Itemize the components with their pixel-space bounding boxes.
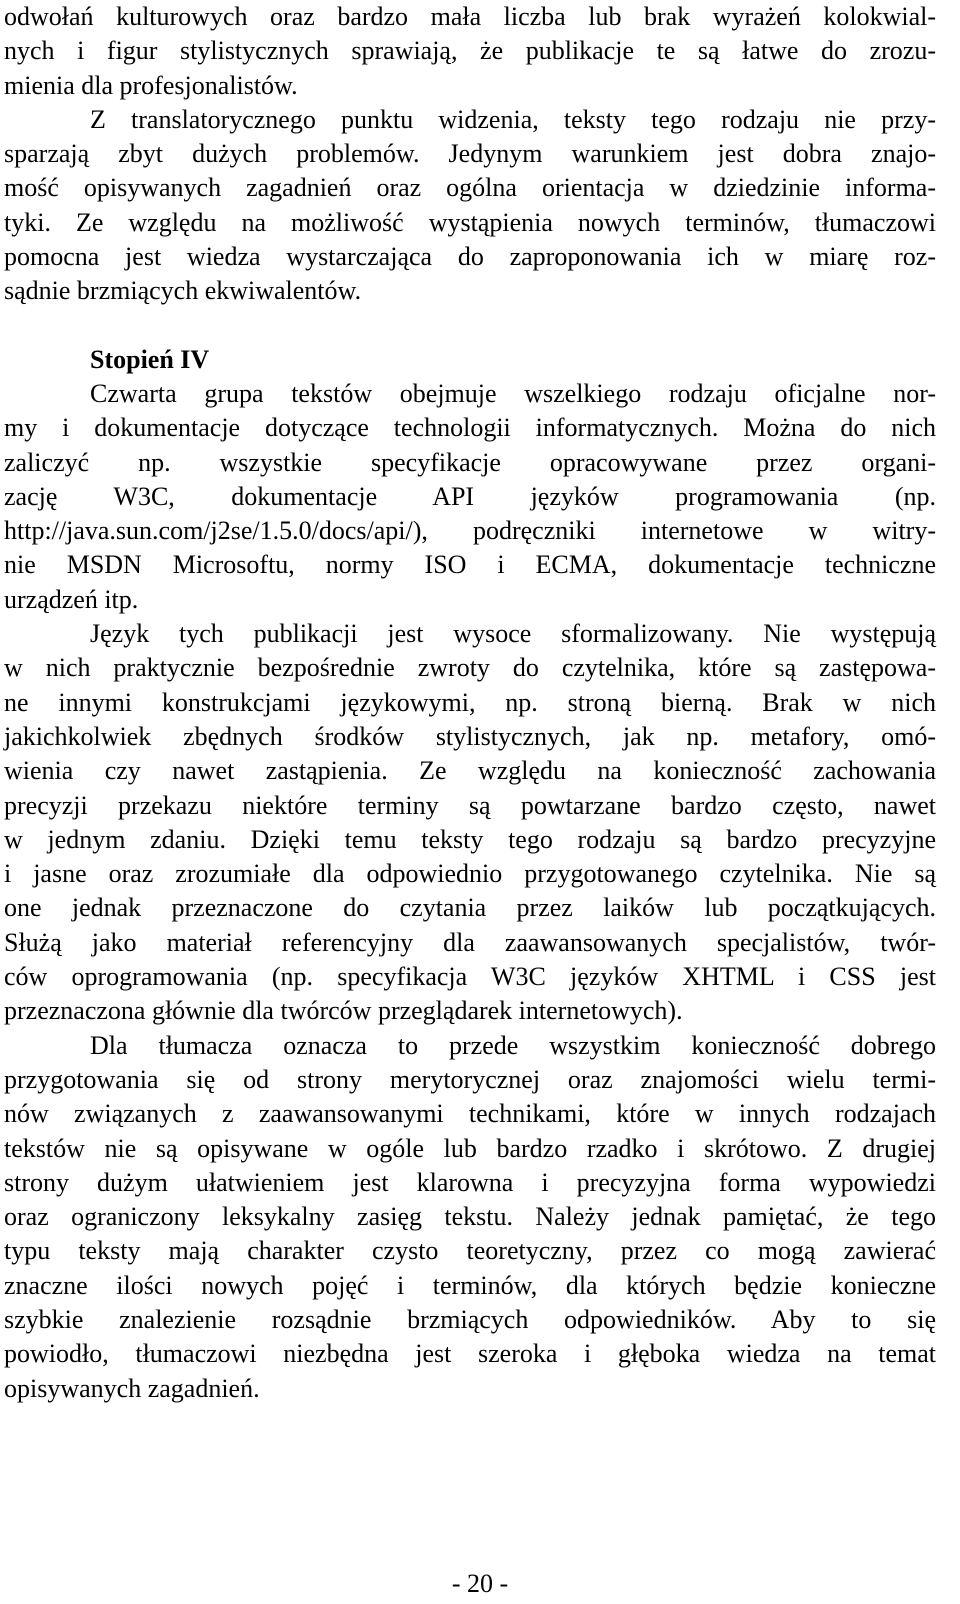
text-line: i jasne oraz zrozumiałe dla odpowiednio przygotowanego czytelnika. Nie są [4, 859, 936, 889]
section-heading: Stopień IV [90, 344, 210, 374]
text-line: ców oprogramowania (np. specyfikacja W3C języków XHTML i CSS jest [4, 962, 936, 992]
document-page [4, 0, 936, 1406]
text-line: tyki. Ze względu na możliwość wystąpienia nowych terminów, tłumaczowi [4, 207, 936, 237]
text-line: Dla tłumacza oznacza to przede wszystkim konieczność dobrego [90, 1030, 936, 1060]
text-line: przeznaczona głównie dla twórców przeglądarek internetowych). [4, 996, 683, 1026]
text-line: sparzają zbyt dużych problemów. Jedynym warunkiem jest dobra znajo- [4, 139, 936, 169]
text-line: sądnie brzmiących ekwiwalentów. [4, 276, 362, 306]
text-line: nów związanych z zaawansowanymi technikami, które w innych rodzajach [4, 1099, 936, 1129]
paragraph-5 [4, 1029, 936, 1406]
text-line: urządzeń itp. [4, 584, 139, 614]
text-line: pomocna jest wiedza wystarczająca do zaproponowania ich w miarę roz- [4, 242, 936, 272]
text-line: Służą jako materiał referencyjny dla zaawansowanych specjalistów, twór- [4, 927, 936, 957]
text-line: znaczne ilości nowych pojęć i terminów, dla których będzie konieczne [4, 1270, 936, 1300]
text-line: tekstów nie są opisywane w ogóle lub bardzo rzadko i skrótowo. Z drugiej [4, 1133, 936, 1163]
text-line: Język tych publikacji jest wysoce sformalizowany. Nie występują [90, 619, 936, 649]
text-line: opisywanych zagadnień. [4, 1373, 260, 1403]
page-number: - 20 - [451, 1569, 509, 1598]
paragraph-1 [4, 0, 936, 103]
text-line: typu teksty mają charakter czysto teoretyczny, przez co mogą zawierać [4, 1236, 936, 1266]
paragraph-3 [4, 377, 936, 617]
text-line: oraz ograniczony leksykalny zasięg tekstu. Należy jednak pamiętać, że tego [4, 1202, 936, 1232]
text-line: mienia dla profesjonalistów. [4, 70, 298, 100]
text-line: wienia czy nawet zastąpienia. Ze względu na konieczność zachowania [4, 756, 936, 786]
text-line: Czwarta grupa tekstów obejmuje wszelkiego rodzaju oficjalne nor- [90, 378, 936, 408]
paragraph-2 [4, 103, 936, 309]
text-line: precyzji przekazu niektóre terminy są powtarzane bardzo często, nawet [4, 790, 936, 820]
text-line: zację W3C, dokumentacje API języków programowania (np. [4, 481, 936, 511]
text-line: w jednym zdaniu. Dzięki temu teksty tego rodzaju są bardzo precyzyjne [4, 824, 936, 854]
text-line: ne innymi konstrukcjami językowymi, np. stroną bierną. Brak w nich [4, 687, 936, 717]
paragraph-4 [4, 617, 936, 1029]
text-line: strony dużym ułatwieniem jest klarowna i precyzyjna forma wypowiedzi [4, 1167, 936, 1197]
text-line: http://java.sun.com/j2se/1.5.0/docs/api/), podręczniki internetowe w witry- [4, 516, 936, 546]
section-spacer [4, 309, 936, 343]
text-line: przygotowania się od strony merytorycznej oraz znajomości wielu termi- [4, 1064, 936, 1094]
text-line: w nich praktycznie bezpośrednie zwroty do czytelnika, które są zastępowa- [4, 653, 936, 683]
text-line: odwołań kulturowych oraz bardzo mała liczba lub brak wyrażeń kolokwial- [4, 2, 936, 31]
text-line: zaliczyć np. wszystkie specyfikacje opracowywane przez organi- [4, 447, 936, 477]
text-line: jakichkolwiek zbędnych środków stylistycznych, jak np. metafory, omó- [4, 721, 936, 751]
text-line: nie MSDN Microsoftu, normy ISO i ECMA, dokumentacje techniczne [4, 550, 936, 580]
text-line: Z translatorycznego punktu widzenia, teksty tego rodzaju nie przy- [90, 104, 936, 134]
text-line: powiodło, tłumaczowi niezbędna jest szeroka i głęboka wiedza na temat [4, 1339, 936, 1369]
text-line: one jednak przeznaczone do czytania przez laików lub początkujących. [4, 893, 936, 923]
text-line: my i dokumentacje dotyczące technologii informatycznych. Można do nich [4, 413, 936, 443]
text-line: szybkie znalezienie rozsądnie brzmiących odpowiedników. Aby to się [4, 1304, 936, 1334]
text-line: mość opisywanych zagadnień oraz ogólna orientacja w dziedzinie informa- [4, 173, 936, 203]
text-line: nych i figur stylistycznych sprawiają, że publikacje te są łatwe do zrozu- [4, 36, 936, 66]
